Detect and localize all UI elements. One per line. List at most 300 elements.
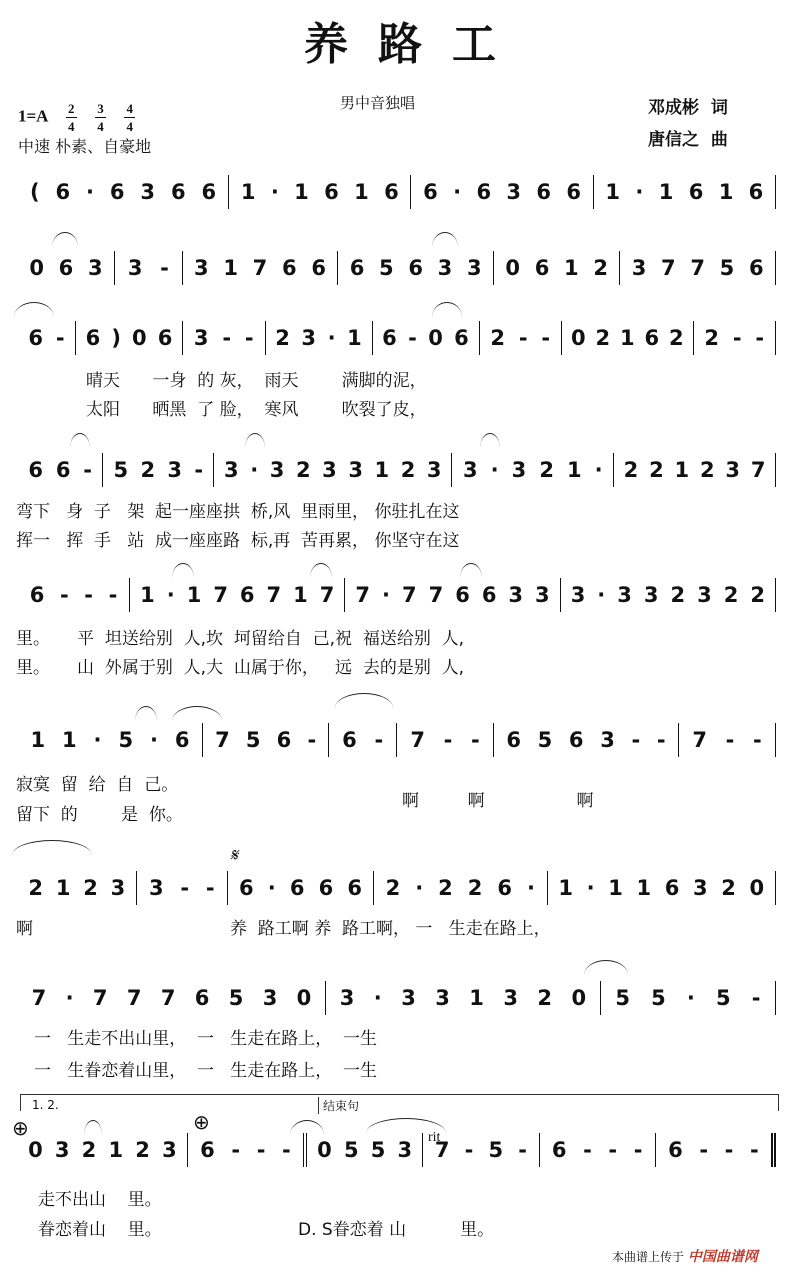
measure — [494, 723, 679, 757]
note: 6 — [423, 180, 438, 204]
note: 0 — [29, 256, 44, 280]
note: 1 — [566, 458, 582, 482]
note: 2 — [385, 876, 401, 900]
measure — [229, 175, 411, 209]
note: 6 — [58, 256, 74, 280]
note: 3 — [127, 256, 143, 280]
coda-icon: ⊕ — [193, 1110, 210, 1134]
measure — [18, 453, 103, 487]
composer: 唐信之 曲 — [648, 130, 728, 150]
note: 1 — [347, 326, 362, 350]
note: 3 — [617, 583, 632, 607]
measure — [130, 578, 345, 612]
note: 7 — [750, 458, 766, 482]
note: 2 — [400, 458, 416, 482]
note: 6 — [566, 180, 582, 204]
note: 6 — [536, 180, 552, 204]
note: 3 — [631, 256, 647, 280]
dash: - — [656, 728, 666, 752]
dash: - — [755, 326, 765, 350]
dash: - — [724, 1138, 734, 1162]
time-signature-2-4: $\frac{2}{4}$ — [66, 102, 77, 133]
dot: · — [453, 180, 462, 204]
measure — [601, 981, 776, 1015]
note: 1 — [293, 583, 308, 607]
note: 6 — [551, 1138, 567, 1162]
dash: - — [749, 1138, 759, 1162]
measure — [397, 723, 494, 757]
note: 7 — [215, 728, 230, 752]
note: 6 — [408, 256, 423, 280]
note: 6 — [347, 876, 362, 900]
dash: - — [83, 458, 92, 482]
note: 1 — [294, 180, 309, 204]
slur — [460, 563, 482, 578]
slur — [584, 960, 628, 975]
note: 7 — [428, 583, 444, 607]
note: 6 — [201, 180, 217, 204]
lyric-line: 养 路工啊 养 路工啊， 一 生走在路上， — [230, 919, 551, 939]
note: 6 — [276, 728, 292, 752]
dash: - — [205, 876, 215, 900]
note: ) — [111, 326, 121, 350]
lyric-line: D. S眷恋着 山 里。 — [298, 1220, 495, 1240]
note: 2 — [295, 458, 311, 482]
lyric-line: 太阳 晒黑 了 脸， 寒风 吹裂了皮， — [86, 400, 427, 420]
note: 2 — [537, 986, 553, 1010]
slur — [172, 563, 194, 578]
lyric-line: 挥一 挥 手 站 成一座座路 标,再 苦再累， 你坚守在这 — [16, 531, 460, 551]
lyric-line: 一 生走不出山里， 一 生走在路上， 一生 — [34, 1029, 378, 1049]
slur — [432, 302, 462, 317]
note: 6 — [748, 180, 764, 204]
note: 5 — [113, 458, 129, 482]
measure — [18, 175, 229, 209]
note: 5 — [343, 1138, 359, 1162]
note: 1 — [564, 256, 579, 280]
note: 6 — [85, 326, 101, 350]
note: 1 — [608, 876, 623, 900]
note: 1 — [62, 728, 77, 752]
note: 3 — [426, 458, 442, 482]
dash: - — [307, 728, 317, 752]
dash: - — [752, 728, 762, 752]
measure — [18, 981, 326, 1015]
note: 6 — [55, 180, 71, 204]
note: 2 — [750, 583, 765, 607]
note: 3 — [88, 256, 103, 280]
dash: - — [256, 1138, 266, 1162]
measure — [137, 871, 228, 905]
note: 7 — [160, 986, 176, 1010]
note: 6 — [200, 1138, 215, 1162]
site-logo[interactable]: 中国曲谱网 — [687, 1249, 758, 1265]
dot: · — [270, 180, 279, 204]
measure — [480, 321, 563, 355]
notation-row — [18, 871, 776, 905]
note: 5 — [615, 986, 631, 1010]
note: 1 — [354, 180, 369, 204]
note: 3 — [193, 326, 209, 350]
dash: - — [470, 728, 480, 752]
note: 6 — [568, 728, 584, 752]
slur — [135, 706, 157, 721]
measure — [214, 453, 452, 487]
measure — [338, 251, 494, 285]
note: 1 — [30, 728, 46, 752]
note: 3 — [397, 1138, 413, 1162]
dash: - — [108, 583, 118, 607]
note: 3 — [322, 458, 337, 482]
time-signature-4-4: $\frac{4}{4}$ — [124, 102, 135, 133]
ending-label: 结束句 — [318, 1097, 359, 1114]
volta-label: 1. 2. — [32, 1098, 59, 1112]
note: 7 — [410, 728, 425, 752]
note: 0 — [571, 986, 587, 1010]
notation-row — [18, 723, 776, 757]
dot: · — [594, 458, 603, 482]
note: 0 — [505, 256, 520, 280]
measure — [307, 1133, 423, 1167]
note: 3 — [162, 1138, 177, 1162]
notation-row — [18, 453, 776, 487]
measure — [374, 871, 548, 905]
note: 7 — [401, 583, 417, 607]
note: 3 — [503, 986, 518, 1010]
note: 6 — [349, 256, 365, 280]
notation-row — [18, 1133, 776, 1167]
note: 1 — [223, 256, 238, 280]
note: 1 — [55, 876, 71, 900]
note: 3 — [693, 876, 708, 900]
dot: · — [250, 458, 259, 482]
note: 6 — [55, 458, 71, 482]
measure — [329, 723, 397, 757]
note: 2 — [721, 876, 736, 900]
dash: - — [160, 256, 169, 280]
note: 3 — [506, 180, 522, 204]
dot: · — [267, 876, 276, 900]
dash: - — [464, 1138, 474, 1162]
note: 3 — [467, 256, 482, 280]
dot: · — [635, 180, 644, 204]
measure — [594, 175, 776, 209]
slur — [172, 706, 222, 721]
note: 6 — [324, 180, 339, 204]
measure — [18, 321, 76, 355]
note: 1 — [469, 986, 484, 1010]
note: 2 — [593, 256, 608, 280]
note: 0 — [570, 326, 586, 350]
slur — [12, 840, 92, 855]
rit-marking: rit — [428, 1130, 441, 1145]
note: 1 — [636, 876, 652, 900]
lyric-line: 里。 山 外属于别 人,大 山属于你， 远 去的是别 人, — [16, 658, 465, 678]
note: 2 — [668, 326, 684, 350]
note: 3 — [269, 458, 285, 482]
note: 5 — [118, 728, 134, 752]
measure — [18, 578, 130, 612]
slur — [432, 232, 458, 247]
slur — [480, 433, 500, 448]
dash: - — [374, 728, 384, 752]
performance-note: 男中音独唱 — [340, 94, 416, 112]
note: 1 — [674, 458, 690, 482]
note: 2 — [649, 458, 664, 482]
measure — [266, 321, 373, 355]
note: 7 — [434, 1138, 450, 1162]
note: 1 — [718, 180, 734, 204]
dash: - — [732, 326, 742, 350]
dash: - — [244, 326, 254, 350]
note: 2 — [623, 458, 639, 482]
note: 3 — [339, 986, 355, 1010]
note: 6 — [311, 256, 326, 280]
note: 6 — [239, 583, 255, 607]
dash: - — [699, 1138, 709, 1162]
note: 5 — [370, 1138, 386, 1162]
note: 6 — [688, 180, 704, 204]
measure — [103, 453, 214, 487]
note: 2 — [81, 1138, 97, 1162]
dot: · — [327, 326, 336, 350]
notation-row — [18, 578, 776, 612]
note: 1 — [240, 180, 256, 204]
note: 6 — [239, 876, 254, 900]
note: 7 — [213, 583, 228, 607]
note: 0 — [28, 1138, 43, 1162]
note: 6 — [534, 256, 550, 280]
dot: · — [415, 876, 424, 900]
notation-row — [18, 981, 776, 1015]
measure — [18, 1133, 188, 1167]
note: 3 — [511, 458, 527, 482]
note: 7 — [252, 256, 268, 280]
dash: - — [541, 326, 551, 350]
note: 1 — [108, 1138, 124, 1162]
dot: · — [86, 180, 94, 204]
note: 6 — [481, 583, 497, 607]
dash: - — [222, 326, 232, 350]
footer-text: 本曲谱上传于 — [612, 1250, 685, 1264]
slur — [290, 1120, 324, 1135]
note: ( — [29, 180, 40, 204]
note: 6 — [289, 876, 305, 900]
lyric-line: 晴天 一身 的 灰， 雨天 满脚的泥， — [86, 371, 427, 391]
dash: - — [518, 326, 528, 350]
note: 2 — [595, 326, 611, 350]
volta-bracket — [20, 1094, 779, 1111]
note: 3 — [110, 876, 126, 900]
footer — [612, 1246, 758, 1266]
dash: - — [59, 583, 69, 607]
note: 7 — [92, 986, 108, 1010]
measure — [373, 321, 480, 355]
note: 3 — [437, 256, 453, 280]
coda-icon: ⊕ — [12, 1116, 29, 1140]
dot: · — [93, 728, 102, 752]
note: 6 — [170, 180, 186, 204]
measure — [18, 723, 203, 757]
note: 2 — [467, 876, 483, 900]
measure — [228, 871, 374, 905]
dash: - — [518, 1138, 527, 1162]
notation-row — [18, 175, 776, 209]
note: 6 — [194, 986, 210, 1010]
measure — [452, 453, 614, 487]
lyric-line: 寂寞 留 给 自 己。 — [16, 775, 179, 795]
measure — [76, 321, 183, 355]
measure — [183, 321, 266, 355]
note: 2 — [704, 326, 720, 350]
lyric-line: 里。 平 坦送给别 人,坎 坷留给自 己,祝 福送给别 人, — [16, 629, 465, 649]
note: 0 — [749, 876, 765, 900]
note: 7 — [692, 728, 707, 752]
slur — [310, 563, 332, 578]
measure — [540, 1133, 656, 1167]
lyric-line: 留下 的 是 你。 — [16, 805, 183, 825]
dot: · — [150, 728, 158, 752]
note: 7 — [266, 583, 282, 607]
note: 5 — [379, 256, 394, 280]
dash: - — [725, 728, 735, 752]
measure — [656, 1133, 776, 1167]
note: 0 — [296, 986, 312, 1010]
note: 3 — [140, 180, 156, 204]
note: 6 — [749, 256, 764, 280]
note: 6 — [174, 728, 190, 752]
slur — [335, 693, 393, 708]
dot: · — [65, 986, 74, 1010]
note: 0 — [317, 1138, 332, 1162]
dot: · — [686, 986, 695, 1010]
note: 6 — [29, 583, 45, 607]
dot: · — [490, 458, 499, 482]
note: 1 — [558, 876, 574, 900]
note: 2 — [275, 326, 290, 350]
dot: · — [166, 583, 175, 607]
note: 3 — [570, 583, 586, 607]
note: 1 — [619, 326, 635, 350]
note: 3 — [224, 458, 239, 482]
note: 6 — [28, 326, 44, 350]
note: 6 — [28, 458, 44, 482]
lyric-line: 一 生眷恋着山里， 一 生走在路上， 一生 — [34, 1061, 378, 1081]
lyric-line: 啊 — [16, 919, 33, 939]
time-signature-3-4: $\frac{3}{4}$ — [95, 102, 106, 133]
lyric-line: 眷恋着山 里。 — [38, 1220, 162, 1240]
measure — [620, 251, 776, 285]
lyric-line: 弯下 身 子 架 起一座座拱 桥,风 里雨里， 你驻扎在这 — [16, 502, 460, 522]
dot: · — [373, 986, 382, 1010]
dash: - — [443, 728, 453, 752]
slur — [52, 232, 78, 247]
key-label: 1=A — [18, 106, 48, 126]
note: 5 — [245, 728, 261, 752]
note: 0 — [132, 326, 147, 350]
key-signature — [18, 102, 135, 133]
note: 3 — [262, 986, 278, 1010]
note: 6 — [644, 326, 660, 350]
dash: - — [608, 1138, 618, 1162]
dot: · — [597, 583, 606, 607]
note: 3 — [348, 458, 363, 482]
note: 2 — [83, 876, 98, 900]
note: 5 — [228, 986, 244, 1010]
note: 7 — [355, 583, 371, 607]
note: 5 — [719, 256, 735, 280]
measure — [115, 251, 183, 285]
dash: - — [751, 986, 761, 1010]
note: 3 — [54, 1138, 70, 1162]
note: 6 — [506, 728, 521, 752]
note: 6 — [282, 256, 297, 280]
note: 6 — [454, 326, 469, 350]
dot: · — [586, 876, 595, 900]
note: 3 — [149, 876, 164, 900]
measure — [548, 871, 776, 905]
note: 5 — [715, 986, 731, 1010]
note: 0 — [428, 326, 443, 350]
note: 7 — [319, 583, 335, 607]
credits — [648, 92, 728, 156]
dash: - — [231, 1138, 241, 1162]
measure — [494, 251, 620, 285]
note: 1 — [605, 180, 621, 204]
note: 5 — [488, 1138, 504, 1162]
note: 6 — [384, 180, 399, 204]
note: 3 — [697, 583, 712, 607]
note: 3 — [535, 583, 550, 607]
measure — [679, 723, 776, 757]
measure — [18, 251, 115, 285]
dot: · — [382, 583, 390, 607]
note: 3 — [301, 326, 317, 350]
note: 6 — [668, 1138, 683, 1162]
note: 2 — [723, 583, 739, 607]
note: 3 — [194, 256, 209, 280]
note: 3 — [167, 458, 183, 482]
note: 6 — [476, 180, 492, 204]
segno-icon: 𝄋 — [230, 845, 238, 866]
note: 7 — [690, 256, 705, 280]
note: 2 — [490, 326, 506, 350]
slur — [245, 433, 265, 448]
note: 6 — [497, 876, 513, 900]
notation-row — [18, 321, 776, 355]
note: 3 — [643, 583, 659, 607]
measure — [411, 175, 593, 209]
lyric-line: 啊 啊 啊 — [402, 791, 594, 811]
note: 6 — [664, 876, 680, 900]
note: 2 — [438, 876, 453, 900]
tempo-marking: 中速 朴素、自豪地 — [18, 137, 152, 156]
dash: - — [282, 1138, 291, 1162]
slur — [14, 302, 54, 317]
note: 7 — [31, 986, 47, 1010]
dash: - — [408, 326, 417, 350]
dot: · — [527, 876, 536, 900]
note: 2 — [539, 458, 554, 482]
note: 6 — [382, 326, 397, 350]
note: 1 — [658, 180, 674, 204]
note: 2 — [28, 876, 44, 900]
measure — [18, 871, 137, 905]
measure — [423, 1133, 539, 1167]
note: 6 — [342, 728, 357, 752]
note: 5 — [651, 986, 666, 1010]
lyricist: 邓成彬 词 — [648, 98, 728, 118]
